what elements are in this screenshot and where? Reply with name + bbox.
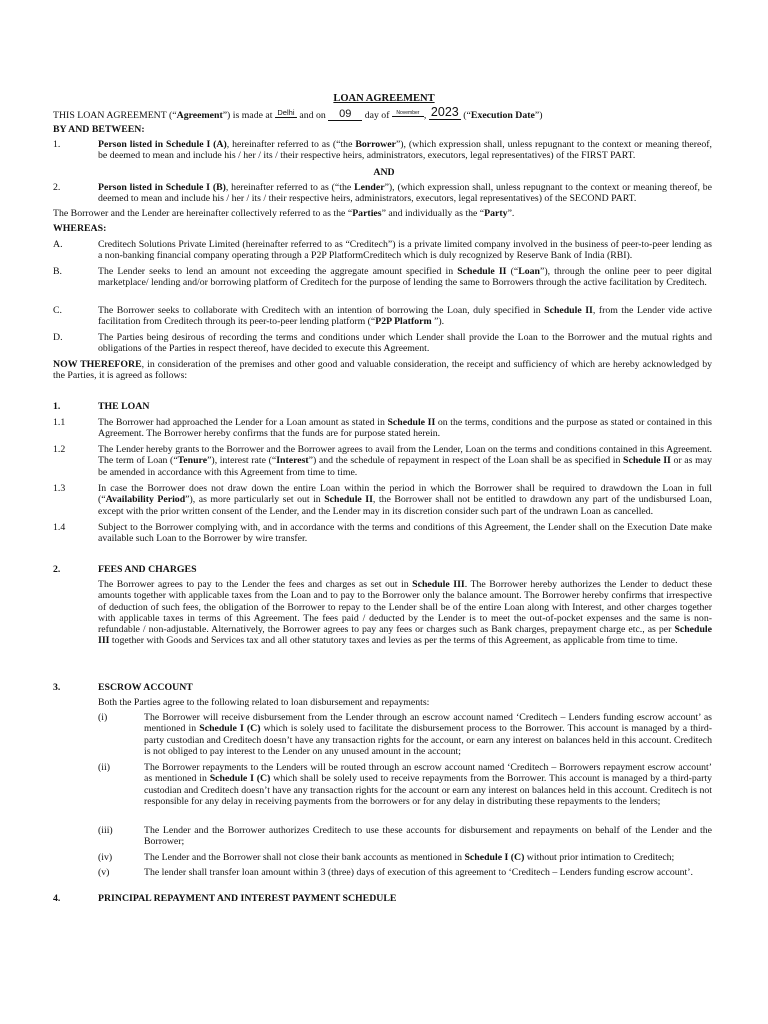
recital-a-text: Creditech Solutions Private Limited (hereinafter referred to as “Creditech”) is a private limited company involved in the business of peer-to-peer lending as a non-banking financial company operating through a P2P PlatformCreditech which is duly recognized by Reserve Bank of India (RBI). [98,239,712,262]
escrow-item-iv-text [144,852,712,863]
recital-b-text3: ”), through the online peer to peer digital marketplace/ lending and/or borrowing platform of Creditech for the purpose of lending the same to Borrowers through the active facilitation by Creditech. [98,266,712,289]
clause-1-3-text [98,483,712,517]
section2-paragraph [98,579,712,647]
clause-1-2-text3: ”) and the schedule of repayment in respect of the Loan shall be as specified in [308,455,624,467]
recital-a-label: A. [53,239,63,250]
intro-made-at: ”) is made at [222,110,273,121]
clause-1-2-number: 1.2 [53,444,66,455]
parties-term: Parties [352,208,382,219]
intro-day-of: day of [364,110,390,121]
lender-term: Lender [354,182,385,193]
party1-number: 1. [53,139,61,150]
exec-open: (“ [463,110,471,121]
city-field: Delhi [275,108,297,118]
clause-1-2-text [98,444,712,478]
clause-1-3-bold2: Schedule II [324,494,373,506]
year-field: 2023 [429,105,461,120]
recital-c-text2: , from the Lender vide active facilitation from Creditech through its peer-to-peer lending platform (“ [98,305,713,328]
escrow-item-i-bold1: Schedule I (C) [199,723,261,735]
party2-bold: Person listed in Schedule I (B) [98,182,226,193]
clause-1-2-bold3: Schedule II [623,455,671,467]
escrow-item-iv-number: (iv) [98,852,113,863]
section2-text1: The Borrower agrees to pay to the Lender the fees and charges as set out in [98,579,413,590]
now-therefore-bold: NOW THEREFORE [53,359,142,370]
escrow-item-ii-text1: The Borrower repayments to the Lenders will be routed through an escrow account named ‘Creditech – Borrowers repayment escrow account’ as mentioned in [144,762,712,785]
section3-intro: Both the Parties agree to the following related to loan disbursement and repayments: [98,697,430,708]
clause-1-2-bold1: Tenure [177,455,208,467]
intro-line [53,107,542,122]
exec-close: ”) [534,110,543,121]
document-title: LOAN AGREEMENT [333,93,435,104]
by-and-between: BY AND BETWEEN: [53,124,145,135]
day-field: 09 [328,108,362,121]
and-separator: AND [373,167,395,178]
escrow-item-i-number: (i) [98,712,108,723]
agreement-term: Agreement [176,110,223,121]
clause-1-1-bold1: Schedule II [387,417,436,428]
now-therefore-text: , in consideration of the premises and other good and valuable consideration, the receipt and sufficiency of which are hereby acknowledged by the Parties, it is agreed as follows: [53,359,712,382]
section2-text3: together with Goods and Services tax and all other statutory taxes and levies as per the terms of this Agreement, as applicable from time to time. [109,635,678,647]
recital-d-label: D. [53,332,63,343]
clause-1-3-text2: ”), as more particularly set out in [185,494,325,506]
escrow-item-iii-number: (iii) [98,825,113,836]
party2-text1: , hereinafter referred to as (“the [225,182,355,193]
recital-b-label: B. [53,266,62,277]
parties-def-text3: ”. [507,208,515,219]
clause-1-1-text [98,417,712,440]
clause-1-2-text2: ”), interest rate (“ [207,455,277,467]
clause-1-1-text2: on the terms, conditions and the purpose as stated or contained in this Agreement. The Borrower hereby confirms that the funds are for purpose stated herein. [98,417,712,440]
section2-heading: FEES AND CHARGES [98,564,197,575]
clause-1-3-bold1: Availability Period [105,494,186,506]
recital-d-text: The Parties being desirous of recording the terms and conditions under which Lender shall provide the Loan to the Borrower and the mutual rights and obligations of the Parties in respect thereof, have decided to execute this Agreement. [98,332,712,355]
recital-b-text2: (“ [506,266,519,277]
whereas-heading: WHEREAS: [53,223,107,234]
recital-b-text [98,266,712,289]
escrow-item-ii-text2: which shall be solely used to receive repayments from the Borrower. This account is managed by a third-party custodian and Creditech doesn’t have any transaction rights for the account or earn any interest on balances held in this account. Creditech is not responsible for any delay in receiving payments from the borrowers or for any delay in distributing these repayments to the lenders; [144,773,712,807]
section2-bold2: Schedule III [98,624,712,647]
party1-bold: Person listed in Schedule I (A) [98,139,227,150]
clause-1-3-number: 1.3 [53,483,66,494]
escrow-item-i-text1: The Borrower will receive disbursement from the Lender through an escrow account named ‘Creditech – Lenders funding escrow account’ as mentioned in [144,712,712,735]
intro-prefix: THIS LOAN AGREEMENT (“ [53,110,177,121]
parties-def-text2: ” and individually as the “ [381,208,485,219]
section2-text2: . The Borrower hereby authorizes the Lender to deduct these amounts together with applicable taxes from the Loan and to pay to the Borrower only the balance amount. The Borrower hereby confirms that irrespective of deduction of such fees, the obligation of the Borrower to repay to the Lender shall be of the entire Loan along with Interest, and other charges together with applicable taxes in terms of this Agreement. The fees paid / deducted by the Lender is to meet the out-of-pocket expenses and the same is non- refundable / non-adjustable. Alternatively, the Borrower agrees to pay any fees or charges such as Bank charges, prepayment charge etc., as per [98,579,712,636]
section1-number: 1. [53,401,61,412]
month-field: November [392,110,424,117]
party1-paragraph [98,139,712,162]
clause-1-4-number: 1.4 [53,522,66,533]
escrow-item-iv-text2: without prior intimation to Creditech; [524,852,675,863]
section1-heading: THE LOAN [98,401,150,412]
recital-c-label: C. [53,305,62,316]
borrower-term: Borrower [355,139,396,150]
intro-and-on: and on [299,110,326,121]
recital-b-bold2: Loan [518,266,540,277]
party1-text1: , hereinafter referred to as (“the [226,139,356,150]
party2-paragraph [98,182,712,205]
party2-text2: ”), (which expression shall, unless repugnant to the context or meaning thereof, be deemed to mean and include his / her / its / their respective heirs, administrators, executors, legal representatives) of the SECOND PART. [98,182,712,205]
recital-c-text [98,305,712,328]
recital-b-bold1: Schedule II [457,266,507,277]
clause-1-1-number: 1.1 [53,417,66,428]
escrow-item-v-number: (v) [98,867,110,878]
escrow-item-i-text2: which is solely used to facilitate the disbursement process to the Borrower. This account is managed by a third-party custodian and Creditech doesn’t have any transaction rights for the account, or earn any interest on balances held in this account. Creditech is not obliged to pay interest to the Lender on any unused amount in the account; [144,723,712,757]
recital-b-text1: The Lender seeks to lend an amount not exceeding the aggregate amount specified in [98,266,458,277]
section3-number: 3. [53,682,61,693]
intro-comma: , [423,110,427,121]
parties-def-text1: The Borrower and the Lender are hereinafter collectively referred to as the “ [53,208,353,219]
execution-date-term: Execution Date [470,110,535,121]
recital-c-bold2: P2P Platform [375,316,432,328]
clause-1-1-text1: The Borrower had approached the Lender for a Loan amount as stated in [98,417,388,428]
section4-heading: PRINCIPAL REPAYMENT AND INTEREST PAYMENT SCHEDULE [98,893,397,904]
clause-1-3-text1: In case the Borrower does not draw down the entire Loan within the period in which the Borrower shall be required to drawdown the Loan in full (“ [98,483,712,506]
escrow-item-ii-text [144,762,712,807]
clause-1-2-text4: or as may be amended in accordance with this Agreement from time to time. [98,455,712,478]
clause-1-2-bold2: Interest [276,455,309,467]
clause-1-3-text3: , the Borrower shall not be entitled to drawdown any part of the undisbursed Loan, except with the prior written consent of the Lender, and the Lender may in its discretion consider such part of the undrawn Loan as cancelled. [98,494,713,517]
party-term: Party [484,208,508,219]
now-therefore-paragraph [53,359,712,382]
clause-1-4-text: Subject to the Borrower complying with, and in accordance with the terms and conditions of this Agreement, the Lender shall on the Execution Date make available such Loan to the Borrower by wire transfer. [98,522,712,545]
clause-1-2-text1: The Lender hereby grants to the Borrower and the Borrower agrees to avail from the Lender, Loan on the terms and conditions contained in this Agreement. The term of Loan (“ [98,444,712,467]
section3-heading: ESCROW ACCOUNT [98,682,193,693]
escrow-item-ii-bold1: Schedule I (C) [209,773,271,785]
escrow-item-i-text [144,712,712,757]
escrow-item-v-text: The lender shall transfer loan amount within 3 (three) days of execution of this agreement to ‘Creditech – Lenders funding escrow account’. [144,867,693,878]
party2-number: 2. [53,182,61,193]
recital-c-bold1: Schedule II [544,305,593,316]
parties-definition [53,208,514,219]
section2-bold1: Schedule III [412,579,465,590]
section2-number: 2. [53,564,61,575]
recital-c-text3: ”). [431,316,445,328]
escrow-item-iv-text1: The Lender and the Borrower shall not close their bank accounts as mentioned in [144,852,465,863]
escrow-item-iii-text: The Lender and the Borrower authorizes Creditech to use these accounts for disbursement and repayments on behalf of the Lender and the Borrower; [144,825,712,848]
section4-number: 4. [53,893,61,904]
escrow-item-ii-number: (ii) [98,762,110,773]
party1-text2: ”), (which expression shall, unless repugnant to the context or meaning thereof, be deemed to mean and include his / her / its / their respective heirs, administrators, executors, legal representatives) of the FIRST PART. [98,139,713,162]
escrow-item-iv-bold1: Schedule I (C) [464,852,525,863]
recital-c-text1: The Borrower seeks to collaborate with Creditech with an intention of borrowing the Loan, duly specified in [98,305,545,316]
